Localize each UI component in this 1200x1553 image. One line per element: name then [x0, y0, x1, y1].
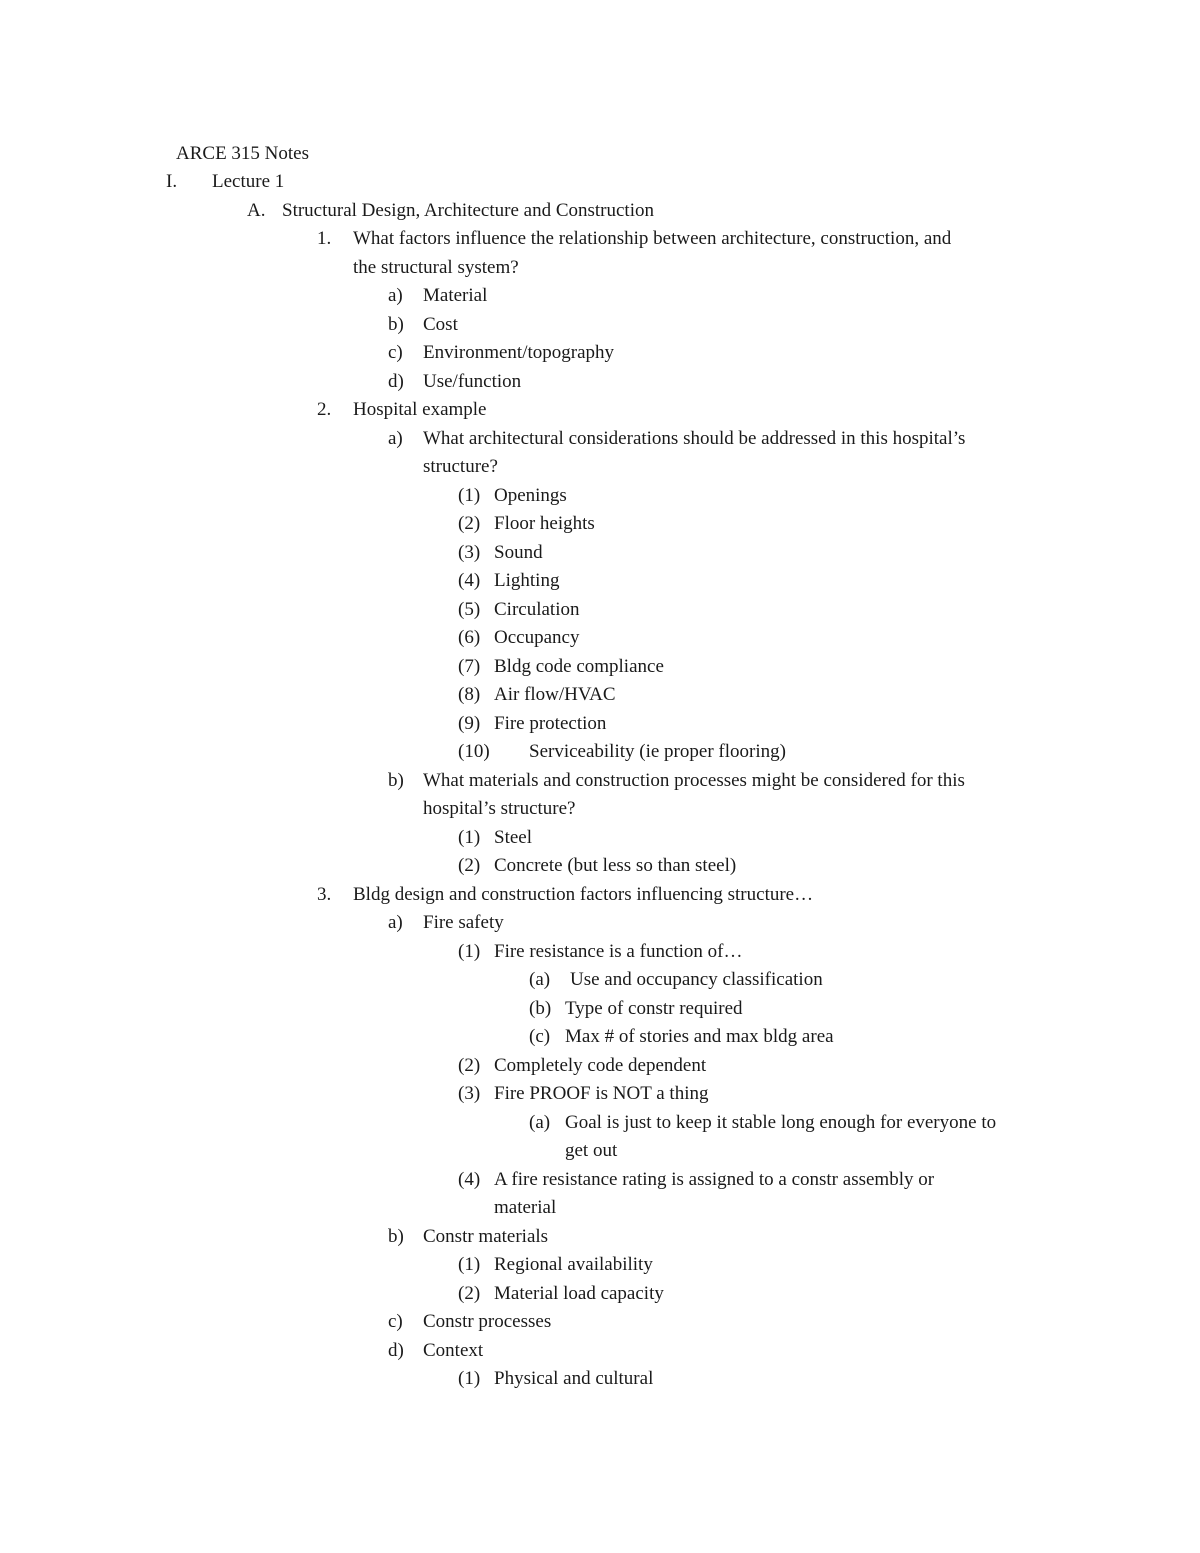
outline-item-text: Bldg design and construction factors influencing structure… [353, 883, 814, 905]
outline-item-text: Use and occupancy classification [570, 969, 823, 990]
outline-item-text: Fire PROOF is NOT a thing [494, 1083, 709, 1104]
outline-item-marker: 2. [317, 399, 332, 420]
outline-item-marker: c) [388, 1311, 403, 1332]
outline-item-text: Physical and cultural [494, 1368, 654, 1389]
outline-item-marker: (7) [458, 655, 481, 677]
outline-item-text: Circulation [494, 598, 580, 620]
outline-item-marker: A. [247, 199, 266, 221]
outline-item-marker: (9) [458, 712, 481, 734]
outline-item-marker: b) [388, 313, 404, 335]
outline-item-text: Structural Design, Architecture and Construction [282, 199, 654, 221]
outline-item-marker: (1) [458, 1368, 481, 1389]
outline-item-text: Max # of stories and max bldg area [565, 1026, 834, 1047]
outline-item-text: Occupancy [494, 627, 580, 648]
outline-item-text: Sound [494, 541, 543, 563]
outline-item-marker: (1) [458, 826, 481, 848]
outline-item-text: Cost [423, 313, 458, 335]
outline-item-marker: b) [388, 1225, 404, 1247]
outline-item-text: Steel [494, 826, 532, 848]
outline-item-marker: b) [388, 769, 404, 791]
outline-item-marker: (1) [458, 484, 481, 506]
outline-item-text: Use/function [423, 370, 522, 392]
outline-item-marker: c) [388, 342, 403, 363]
outline-item-text: Lighting [494, 570, 560, 591]
outline-item-marker: (8) [458, 684, 481, 705]
outline-item-marker: 3. [317, 883, 332, 905]
outline-item-marker: (2) [458, 513, 481, 534]
outline-item-marker: a) [388, 427, 403, 449]
outline-item-marker: (4) [458, 570, 481, 591]
outline-item-marker: (a) [529, 969, 551, 990]
outline-item-text: Hospital example [353, 399, 487, 420]
outline-item-text: Regional availability [494, 1254, 653, 1275]
document-title: ARCE 315 Notes [176, 143, 309, 164]
outline-item-text: Lecture 1 [212, 171, 285, 192]
outline-item-marker: d) [388, 1339, 404, 1361]
outline-item-marker: (1) [458, 1254, 481, 1275]
outline-item-marker: (4) [458, 1168, 481, 1190]
outline-item-text: Air flow/HVAC [494, 684, 616, 705]
outline-item-marker: a) [388, 285, 403, 306]
outline-item-text: material [494, 1197, 557, 1218]
outline-item-text: A fire resistance rating is assigned to a constr assembly or [494, 1168, 935, 1190]
outline-item-text: Bldg code compliance [494, 655, 664, 677]
outline-item-marker: 1. [317, 228, 332, 249]
outline-item-marker: (1) [458, 940, 481, 962]
outline-item-text: Material load capacity [494, 1282, 664, 1304]
outline-item-text: Fire resistance is a function of… [494, 940, 743, 962]
outline-item-text: Material [423, 285, 488, 306]
outline-item-marker: (5) [458, 598, 481, 620]
outline-item-text: What factors influence the relationship between architecture, construction, and [353, 228, 952, 249]
outline-item-text: Openings [494, 484, 567, 506]
outline-item-marker: (3) [458, 541, 481, 563]
outline-item-text: Completely code dependent [494, 1054, 707, 1076]
outline-item-marker: d) [388, 370, 404, 392]
outline-item-marker: (2) [458, 855, 481, 876]
outline-item-text: Fire protection [494, 712, 607, 734]
outline-item-text: hospital’s structure? [423, 798, 576, 819]
outline-item-text: get out [565, 1140, 618, 1161]
outline-item-text: What materials and construction processes might be considered for this [423, 769, 965, 791]
outline-item-text: Environment/topography [423, 342, 615, 363]
outline-item-marker: (2) [458, 1054, 481, 1076]
outline-item-text: Concrete (but less so than steel) [494, 855, 737, 876]
outline-item-marker: I. [166, 171, 178, 192]
outline-item-marker: (c) [529, 1026, 551, 1047]
outline-item-text: Serviceability (ie proper flooring) [529, 741, 786, 762]
outline-item-marker: (10) [458, 741, 490, 762]
outline-item-text: Constr materials [423, 1225, 549, 1247]
outline-item-marker: (a) [529, 1111, 551, 1133]
outline-item-marker: (3) [458, 1083, 481, 1104]
outline-item-text: Goal is just to keep it stable long enough for everyone to [565, 1111, 997, 1133]
outline-item-text: Type of constr required [565, 997, 743, 1019]
outline-item-text: Floor heights [494, 513, 595, 534]
outline-item-text: Context [423, 1339, 484, 1361]
outline-item-text: Fire safety [423, 912, 504, 933]
outline-item-marker: (2) [458, 1282, 481, 1304]
outline-item-marker: a) [388, 912, 403, 933]
outline-item-text: structure? [423, 456, 498, 477]
outline-item-text: What architectural considerations should be addressed in this hospital’s [423, 427, 966, 449]
outline-item-text: Constr processes [423, 1311, 552, 1332]
outline-item-marker: (6) [458, 627, 481, 648]
outline-item-marker: (b) [529, 997, 552, 1019]
outline-item-text: the structural system? [353, 256, 519, 278]
